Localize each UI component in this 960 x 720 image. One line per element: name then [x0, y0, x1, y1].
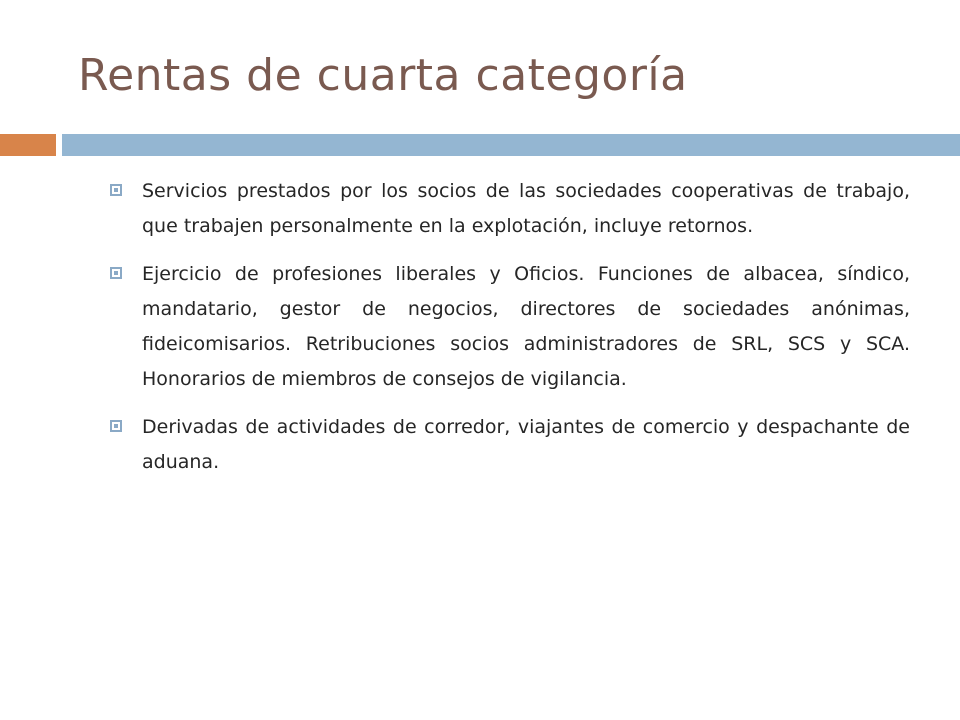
slide-title: Rentas de cuarta categoría: [78, 50, 688, 101]
square-bullet-icon: [110, 184, 122, 196]
title-rule-bar: [62, 134, 960, 156]
square-bullet-icon: [110, 420, 122, 432]
list-item: [106, 410, 910, 480]
square-bullet-icon: [110, 267, 122, 279]
bullet-text: Derivadas de actividades de corredor, viajantes de comercio y despachante de aduana.: [142, 416, 910, 473]
bullet-list: [106, 174, 910, 493]
title-rule-accent: [0, 134, 56, 156]
list-item: [106, 174, 910, 244]
bullet-text: Ejercicio de profesiones liberales y Oficios. Funciones de albacea, síndico, mandatario, gestor de negocios, directores de sociedades anónimas, fideicomisarios. Retribuciones socios administradores de SRL, SCS y SCA. Honorarios de miembros de consejos de vigilancia.: [142, 263, 910, 390]
list-item: [106, 257, 910, 397]
bullet-text: Servicios prestados por los socios de las sociedades cooperativas de trabajo, que trabajen personalmente en la explotación, incluye retornos.: [142, 180, 910, 237]
